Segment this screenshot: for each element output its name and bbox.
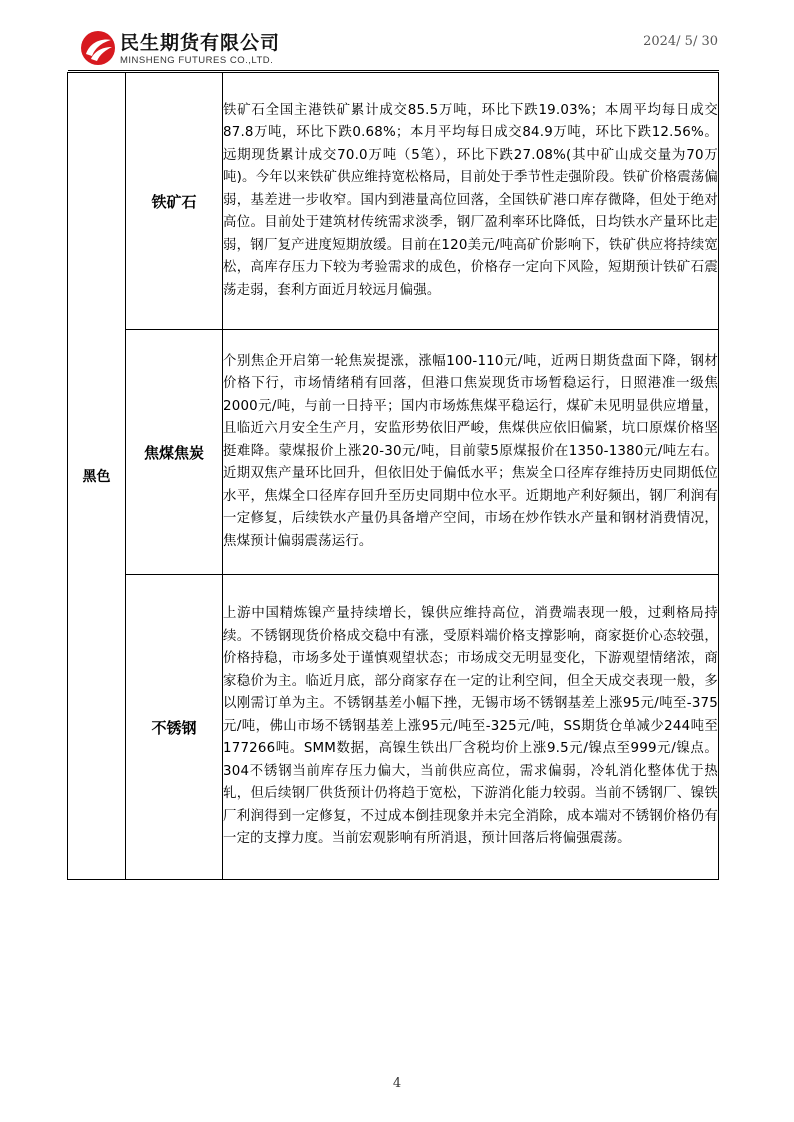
page-header [0, 0, 794, 72]
commodity-analysis: 铁矿石全国主港铁矿累计成交85.5万吨，环比下跌19.03%；本周平均每日成交87.8万吨，环比下跌0.68%；本月平均每日成交84.9万吨，环比下跌12.56%。远期现货累计成交70.0万吨（5笔），环比下跌27.08%(其中矿山成交量为70万吨)。今年以来铁矿供应维持宽松格局，目前处于季节性走强阶段。铁矿价格震荡偏弱，基差进一步收窄。国内到港量高位回落，全国铁矿港口库存微降，但处于绝对高位。目前处于建筑材传统需求淡季，钢厂盈利率环比降低，日均铁水产量环比走弱，钢厂复产进度短期放缓。目前在120美元/吨高矿价影响下，铁矿供应将持续宽松，高库存压力下较为考验需求的成色，价格存一定向下风险，短期预计铁矿石震荡走弱，套利方面近月较远月偏强。 [223, 73, 719, 330]
company-name-en: MINSHENG FUTURES CO.,LTD. [120, 55, 274, 66]
company-name-cn: 民生期货有限公司 [120, 32, 281, 54]
commodity-name: 焦煤焦炭 [126, 330, 223, 575]
header-divider [68, 70, 719, 71]
category-cell: 黑色 [68, 73, 126, 880]
table-row [68, 73, 719, 330]
commodity-name: 铁矿石 [126, 73, 223, 330]
minsheng-logo-icon [80, 30, 116, 66]
table-row [68, 330, 719, 575]
commodity-analysis: 个别焦企开启第一轮焦炭提涨，涨幅100-110元/吨，近两日期货盘面下降，钢材价格下行，市场情绪稍有回落，但港口焦炭现货市场暂稳运行，日照港准一级焦2000元/吨，与前一日持平；国内市场炼焦煤平稳运行，煤矿未见明显供应增量，且临近六月安全生产月，安监形势依旧严峻，焦煤供应依旧偏紧，坑口原煤价格坚挺难降。蒙煤报价上涨20-30元/吨，目前蒙5原煤报价在1350-1380元/吨左右。近期双焦产量环比回升，但依旧处于偏低水平；焦炭全口径库存维持历史同期低位水平，焦煤全口径库存回升至历史同期中位水平。近期地产利好频出，钢厂利润有一定修复，后续铁水产量仍具备增产空间，市场在炒作铁水产量和钢材消费情况，焦煤预计偏弱震荡运行。 [223, 330, 719, 575]
commodity-table [67, 72, 719, 880]
table-row [68, 575, 719, 880]
commodity-name: 不锈钢 [126, 575, 223, 880]
page-number: 4 [392, 1076, 402, 1091]
report-date: 2024/ 5/ 30 [643, 34, 718, 49]
commodity-analysis: 上游中国精炼镍产量持续增长，镍供应维持高位，消费端表现一般，过剩格局持续。不锈钢现货价格成交稳中有涨，受原料端价格支撑影响，商家挺价心态较强，价格持稳，市场多处于谨慎观望状态；市场成交无明显变化，下游观望情绪浓，商家稳价为主。临近月底，部分商家存在一定的让利空间，但全天成交表现一般，多以刚需订单为主。不锈钢基差小幅下挫，无锡市场不锈钢基差上涨95元/吨至-375元/吨，佛山市场不锈钢基差上涨95元/吨至-325元/吨，SS期货仓单减少244吨至177266吨。SMM数据，高镍生铁出厂含税均价上涨9.5元/镍点至999元/镍点。304不锈钢当前库存压力偏大，当前供应高位，需求偏弱，冷轧消化整体优于热轧，但后续钢厂供货预计仍将趋于宽松，下游消化能力较弱。当前不锈钢厂、镍铁厂利润得到一定修复，不过成本倒挂现象并未完全消除，成本端对不锈钢价格仍有一定的支撑力度。当前宏观影响有所消退，预计回落后将偏强震荡。 [223, 575, 719, 880]
